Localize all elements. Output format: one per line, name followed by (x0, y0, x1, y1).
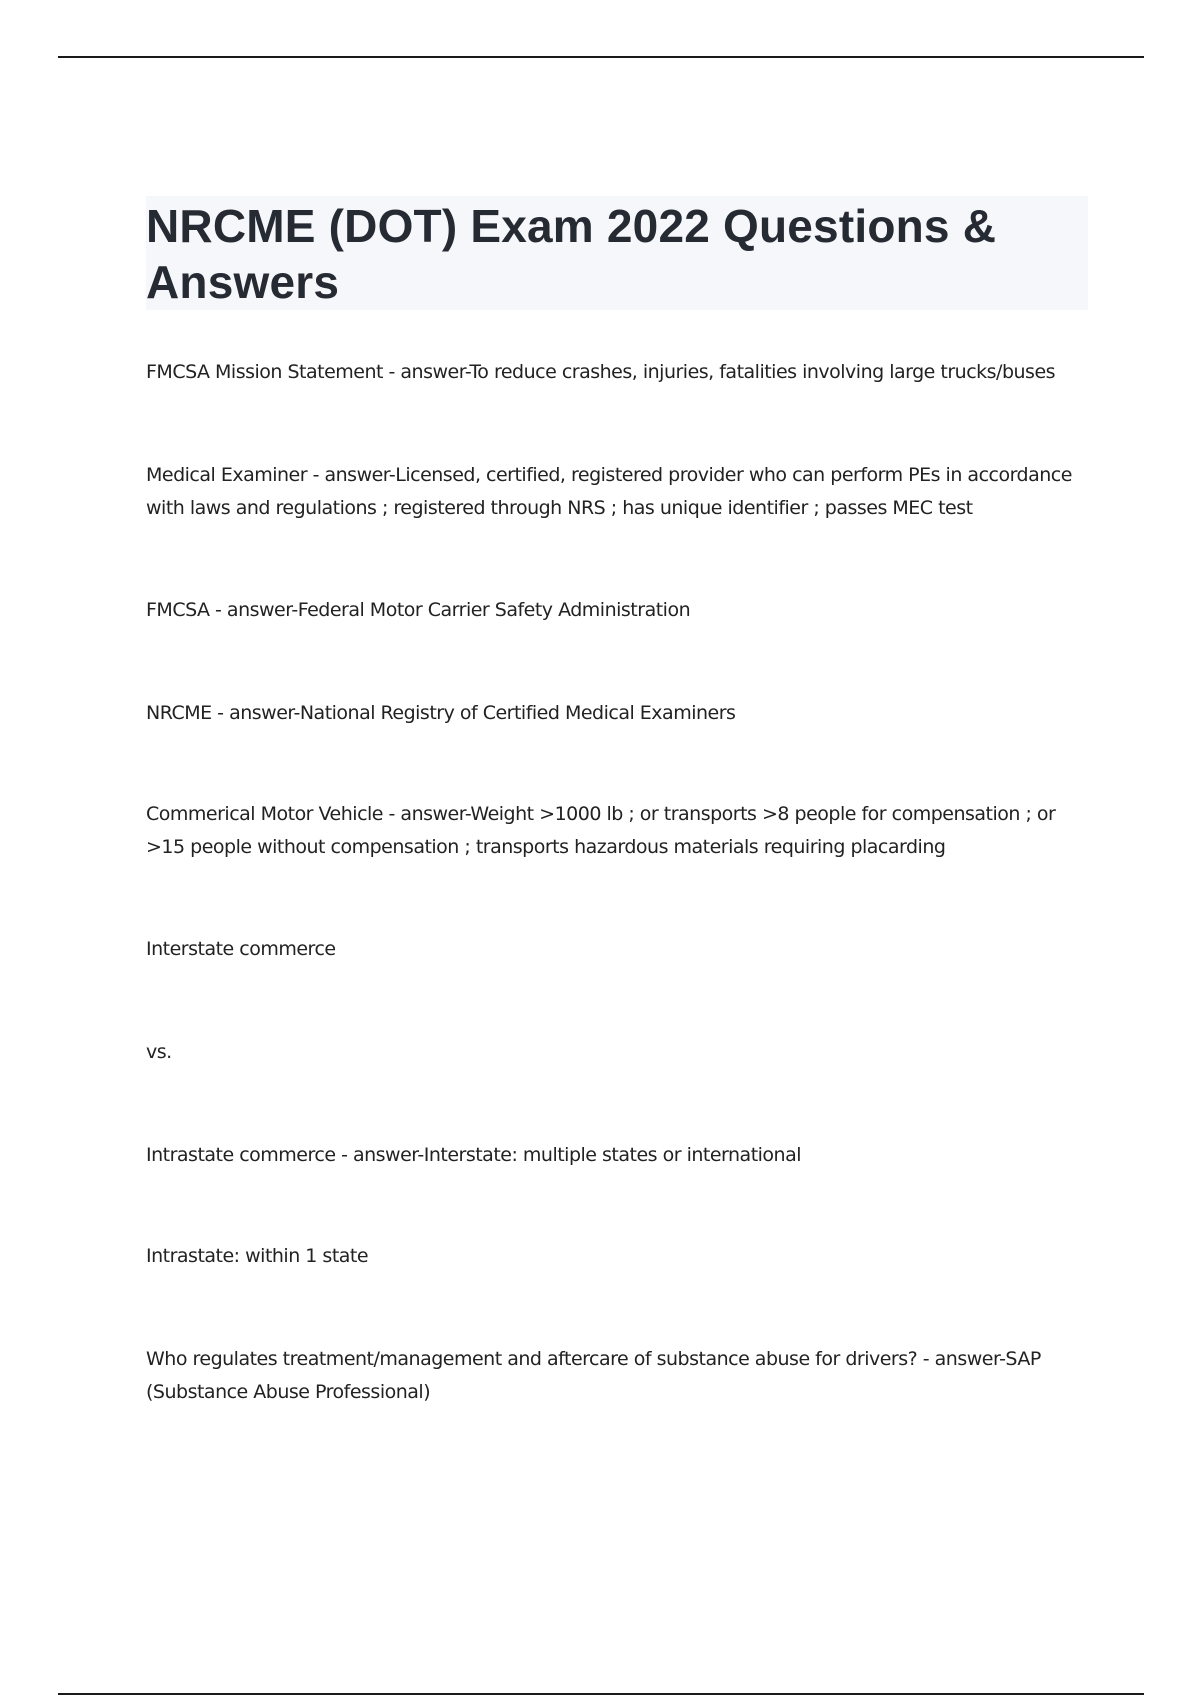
entry-medical-examiner: Medical Examiner - answer-Licensed, certified, registered provider who can perform PEs in accordance with laws and regulations ; registered through NRS ; has unique identifier ; passes MEC test (146, 464, 1072, 519)
entry-vs: vs. (146, 1041, 172, 1063)
title-block (146, 196, 1088, 310)
entry-intrastate-commerce: Intrastate commerce - answer-Interstate: multiple states or international (146, 1144, 802, 1166)
bottom-rule (58, 1693, 1144, 1695)
entry-fmcsa-mission: FMCSA Mission Statement - answer-To reduce crashes, injuries, fatalities involving large trucks/buses (146, 361, 1056, 383)
entry-nrcme: NRCME - answer-National Registry of Certified Medical Examiners (146, 702, 736, 724)
entry-substance-abuse: Who regulates treatment/management and aftercare of substance abuse for drivers? - answer-SAP (Substance Abuse Professional) (146, 1348, 1041, 1403)
entry-fmcsa: FMCSA - answer-Federal Motor Carrier Safety Administration (146, 599, 691, 621)
top-rule (58, 56, 1144, 58)
entry-intrastate-definition: Intrastate: within 1 state (146, 1245, 369, 1267)
entry-commercial-motor-vehicle: Commerical Motor Vehicle - answer-Weight >1000 lb ; or transports >8 people for compensation ; or >15 people without compensation ; transports hazardous materials requiring placarding (146, 803, 1056, 858)
document-title: NRCME (DOT) Exam 2022 Questions & Answers (146, 200, 997, 308)
entry-interstate-commerce: Interstate commerce (146, 938, 336, 960)
